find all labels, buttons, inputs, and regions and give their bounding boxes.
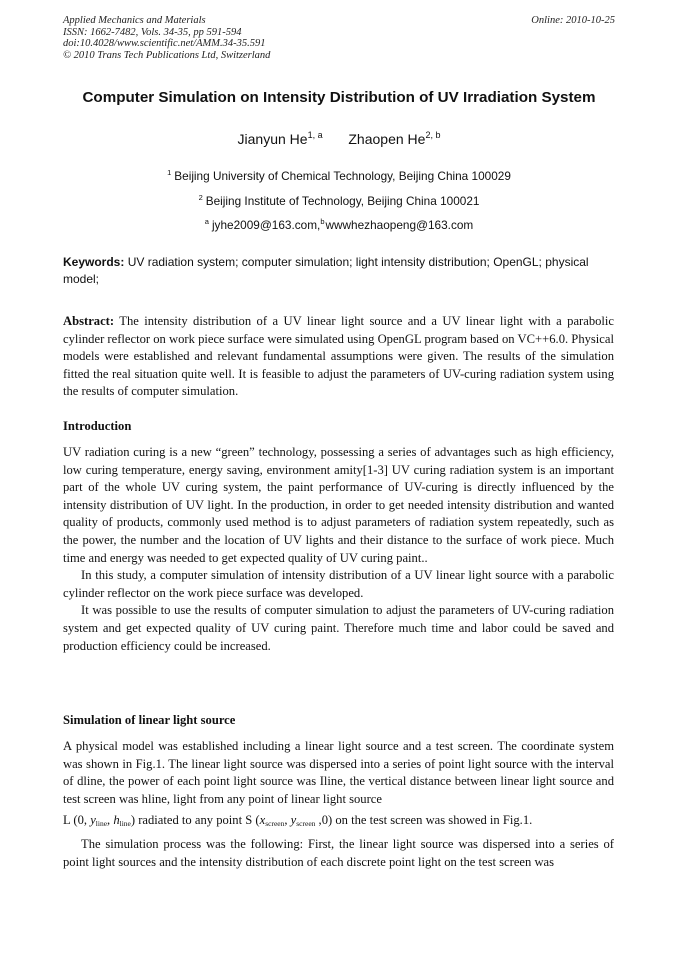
author-list [0,130,678,147]
eq-paren: ) [130,813,136,828]
affiliation-1 [0,168,678,183]
simulation-heading: Simulation of linear light source [63,713,236,727]
email-a: jyhe2009@163.com, [211,218,321,232]
eq-paren: (0, [73,813,91,828]
eq-comma: , [284,813,291,828]
affiliation-marker: 2 [198,193,203,202]
eq-comma: , [107,813,114,828]
keywords [63,254,614,288]
eq-paren: ,0) [315,813,333,828]
doi-line: doi:10.4028/www.scientific.net/AMM.34-35.591 [63,38,266,49]
copyright-line: © 2010 Trans Tech Publications Ltd, Switzerland [63,49,271,61]
journal-header [63,15,270,61]
eq-var-y: y [90,813,96,828]
eq-paren: ( [255,813,260,828]
affiliation-2 [0,193,678,208]
abstract-text: The intensity distribution of a UV linear light source and a UV linear light with a parabolic cylinder reflector on work piece surface were simulated using OpenGL program based on VC++6.0. Physical models were established and relevant fundamental assumptions were given. The results of the simulation fitted the real situation quite well. It is feasible to adjust the parameters of UV-curing radiation system using the results of computer simulation. [63,314,615,399]
point-s-coordinates [255,813,332,827]
email-marker: b [320,217,325,226]
eq-var-x: x [259,813,266,828]
author-superscript: 2, b [425,130,441,140]
eq-sub-screen: screen [296,819,316,829]
affiliation-text: Beijing Institute of Technology, Beijing China 100021 [205,194,480,208]
issn-line: ISSN: 1662-7482, Vols. 34-35, pp 591-594 [63,26,242,38]
paper-title: Computer Simulation on Intensity Distribution of UV Irradiation System [82,89,596,106]
eq-sub-line: line [119,819,131,829]
affiliation-text: Beijing University of Chemical Technology, Beijing China 100029 [174,169,511,183]
abstract [63,313,614,401]
eq-sub-line: line [95,819,108,829]
author-name: Zhaopen He [348,131,426,147]
introduction-heading: Introduction [63,419,132,433]
point-l-coordinates [73,813,135,827]
keywords-text: UV radiation system; computer simulation; light intensity distribution; OpenGL; physical model; [63,255,589,286]
author-name: Jianyun He [237,131,308,147]
eq-var-h: h [113,813,120,828]
online-date: Online: 2010-10-25 [531,15,615,26]
eq-var-y: y [290,813,297,828]
intro-paragraph-3: It was possible to use the results of computer simulation to adjust the parameters of UV-curing radiation system and get expected quality of UV curing paint. Therefore much time and labor could be saved and production efficiency could be increased. [63,603,614,653]
keywords-label: Keywords: [63,255,125,269]
journal-name: Applied Mechanics and Materials [63,15,206,26]
eq-suffix-text: on the test screen was showed in Fig.1. [332,813,533,828]
affiliation-marker: 1 [167,168,172,177]
eq-mid-text: radiated to any point S [135,813,256,828]
eq-prefix: L [63,813,71,828]
email-line [0,217,678,232]
simulation-body [63,738,614,872]
eq-sub-screen: screen [265,819,285,829]
author-superscript: 1, a [307,130,323,140]
email-marker: a [204,217,209,226]
sim-paragraph-1-text: A physical model was established including a linear light source and a test screen. The coordinate system was shown in Fig.1. The linear light source was dispersed into a series of point light source with the interval of dline, the power of each point light source was Iline, the vertical distance between linear light source and test screen was hline, light from any point of linear light source [63,739,614,806]
abstract-label: Abstract: [63,314,115,328]
introduction-body [63,444,614,655]
intro-paragraph-1: UV radiation curing is a new “green” technology, possessing a series of advantages such as high efficiency, low curing temperature, energy saving, environment amity[1-3] UV curing radiation system is an important part of the whole UV curing system, the paint performance of UV-curing is directly influenced by the intensity distribution of UV light. In the production, in order to get needed intensity distribution and wanted quality of products, commonly used method is to adjust parameters of radiation system repeatedly, such as the power, the number and the location of UV lights and their distance to the surface of work piece. Much time and energy was needed to get expected quality of UV curing paint.. [63,445,614,565]
equation-line [63,808,614,836]
email-b: wwwhezhaopeng@163.com [325,218,474,232]
sim-paragraph-2: The simulation process was the following: First, the linear light source was dispersed into a series of point light sources and the intensity distribution of each discrete point light on the test screen was [63,837,614,869]
intro-paragraph-2: In this study, a computer simulation of intensity distribution of a UV linear light source with a parabolic cylinder reflector on the work piece surface was developed. [63,568,614,600]
sim-paragraph-1 [63,738,614,808]
